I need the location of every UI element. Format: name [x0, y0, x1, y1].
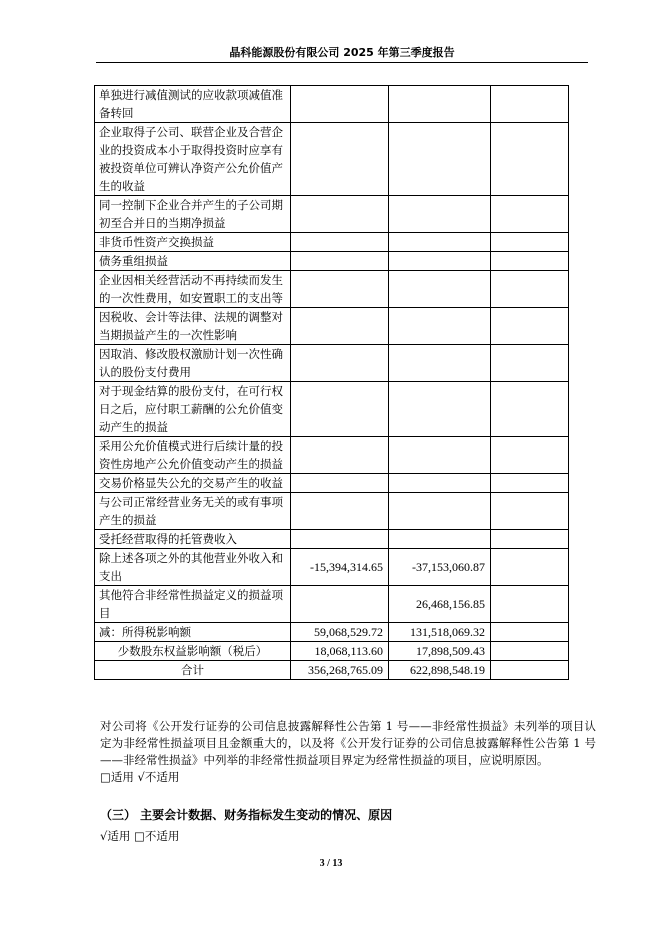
current-period-amount [291, 586, 389, 623]
item-label: 同一控制下企业合并产生的子公司期初至合并日的当期净损益 [95, 196, 291, 233]
table-row [95, 642, 569, 661]
item-label: 采用公允价值模式进行后续计量的投资性房地产公允价值变动产生的损益 [95, 437, 291, 474]
year-to-date-amount: 17,898,509.43 [389, 642, 491, 661]
header-divider [96, 62, 588, 63]
item-label: 合计 [95, 661, 291, 680]
report-header: 晶科能源股份有限公司 2025 年第三季度报告 [229, 46, 455, 59]
remarks [491, 345, 569, 382]
current-period-amount [291, 252, 389, 271]
item-label: 单独进行减值测试的应收款项减值准备转回 [95, 86, 291, 123]
table-row [95, 549, 569, 586]
year-to-date-amount [389, 530, 491, 549]
table-row [95, 474, 569, 493]
page-number: 3 / 13 [319, 858, 343, 869]
note-paragraph [100, 718, 596, 786]
current-period-amount: 18,068,113.60 [291, 642, 389, 661]
remarks [491, 233, 569, 252]
current-period-amount [291, 308, 389, 345]
non-recurring-items-table [94, 85, 569, 680]
remarks [491, 642, 569, 661]
item-label: 减：所得税影响额 [95, 623, 291, 642]
year-to-date-amount [389, 271, 491, 308]
year-to-date-amount [389, 233, 491, 252]
item-label: 因取消、修改股权激励计划一次性确认的股份支付费用 [95, 345, 291, 382]
current-period-amount: 59,068,529.72 [291, 623, 389, 642]
year-to-date-amount [389, 382, 491, 437]
table-body [95, 86, 569, 680]
table-row [95, 252, 569, 271]
year-to-date-amount [389, 474, 491, 493]
year-to-date-amount [389, 308, 491, 345]
remarks [491, 549, 569, 586]
table-row [95, 123, 569, 196]
current-period-amount [291, 86, 389, 123]
item-label: 受托经营取得的托管费收入 [95, 530, 291, 549]
year-to-date-amount [389, 196, 491, 233]
current-period-amount: 356,268,765.09 [291, 661, 389, 680]
year-to-date-amount [389, 123, 491, 196]
year-to-date-amount [389, 345, 491, 382]
note-applicability: □适用 √不适用 [100, 770, 180, 784]
year-to-date-amount: -37,153,060.87 [389, 549, 491, 586]
current-period-amount [291, 474, 389, 493]
item-label: 其他符合非经常性损益定义的损益项目 [95, 586, 291, 623]
remarks [491, 123, 569, 196]
item-label: 交易价格显失公允的交易产生的收益 [95, 474, 291, 493]
remarks [491, 382, 569, 437]
current-period-amount [291, 530, 389, 549]
remarks [491, 623, 569, 642]
table-row [95, 623, 569, 642]
remarks [491, 530, 569, 549]
year-to-date-amount: 26,468,156.85 [389, 586, 491, 623]
year-to-date-amount [389, 493, 491, 530]
section-title: （三） 主要会计数据、财务指标发生变动的情况、原因 [100, 808, 393, 822]
current-period-amount [291, 123, 389, 196]
current-period-amount [291, 233, 389, 252]
table-row [95, 271, 569, 308]
item-label: 因税收、会计等法律、法规的调整对当期损益产生的一次性影响 [95, 308, 291, 345]
item-label: 非货币性资产交换损益 [95, 233, 291, 252]
remarks [491, 437, 569, 474]
remarks [491, 474, 569, 493]
table-row [95, 530, 569, 549]
item-label: 企业因相关经营活动不再持续而发生的一次性费用，如安置职工的支出等 [95, 271, 291, 308]
remarks [491, 252, 569, 271]
current-period-amount [291, 382, 389, 437]
year-to-date-amount [389, 86, 491, 123]
remarks [491, 271, 569, 308]
current-period-amount: -15,394,314.65 [291, 549, 389, 586]
year-to-date-amount: 131,518,069.32 [389, 623, 491, 642]
remarks [491, 661, 569, 680]
table-row [95, 661, 569, 680]
current-period-amount [291, 271, 389, 308]
table-row [95, 196, 569, 233]
table-row [95, 345, 569, 382]
year-to-date-amount [389, 252, 491, 271]
item-label: 与公司正常经营业务无关的或有事项产生的损益 [95, 493, 291, 530]
current-period-amount [291, 437, 389, 474]
remarks [491, 493, 569, 530]
item-label: 少数股东权益影响额（税后） [95, 642, 291, 661]
item-label: 除上述各项之外的其他营业外收入和支出 [95, 549, 291, 586]
item-label: 企业取得子公司、联营企业及合营企业的投资成本小于取得投资时应享有被投资单位可辨认净资产公允价值产生的收益 [95, 123, 291, 196]
current-period-amount [291, 493, 389, 530]
note-text: 对公司将《公开发行证券的公司信息披露解释性公告第 1 号——非经常性损益》未列举的项目认定为非经常性损益项目且金额重大的，以及将《公开发行证券的公司信息披露解释性公告第 1 号——非经常性损益》中列举的非经常性损益项目界定为经常性损益的项目，应说明原因。 [100, 719, 596, 767]
item-label: 对于现金结算的股份支付，在可行权日之后，应付职工薪酬的公允价值变动产生的损益 [95, 382, 291, 437]
remarks [491, 308, 569, 345]
current-period-amount [291, 196, 389, 233]
current-period-amount [291, 345, 389, 382]
remarks [491, 586, 569, 623]
table-row [95, 382, 569, 437]
table-row [95, 437, 569, 474]
table-row [95, 586, 569, 623]
table-row [95, 86, 569, 123]
year-to-date-amount [389, 437, 491, 474]
remarks [491, 196, 569, 233]
table-row [95, 493, 569, 530]
section-applicability: √适用 □不适用 [100, 829, 180, 843]
table-row [95, 308, 569, 345]
remarks [491, 86, 569, 123]
item-label: 债务重组损益 [95, 252, 291, 271]
table-row [95, 233, 569, 252]
year-to-date-amount: 622,898,548.19 [389, 661, 491, 680]
